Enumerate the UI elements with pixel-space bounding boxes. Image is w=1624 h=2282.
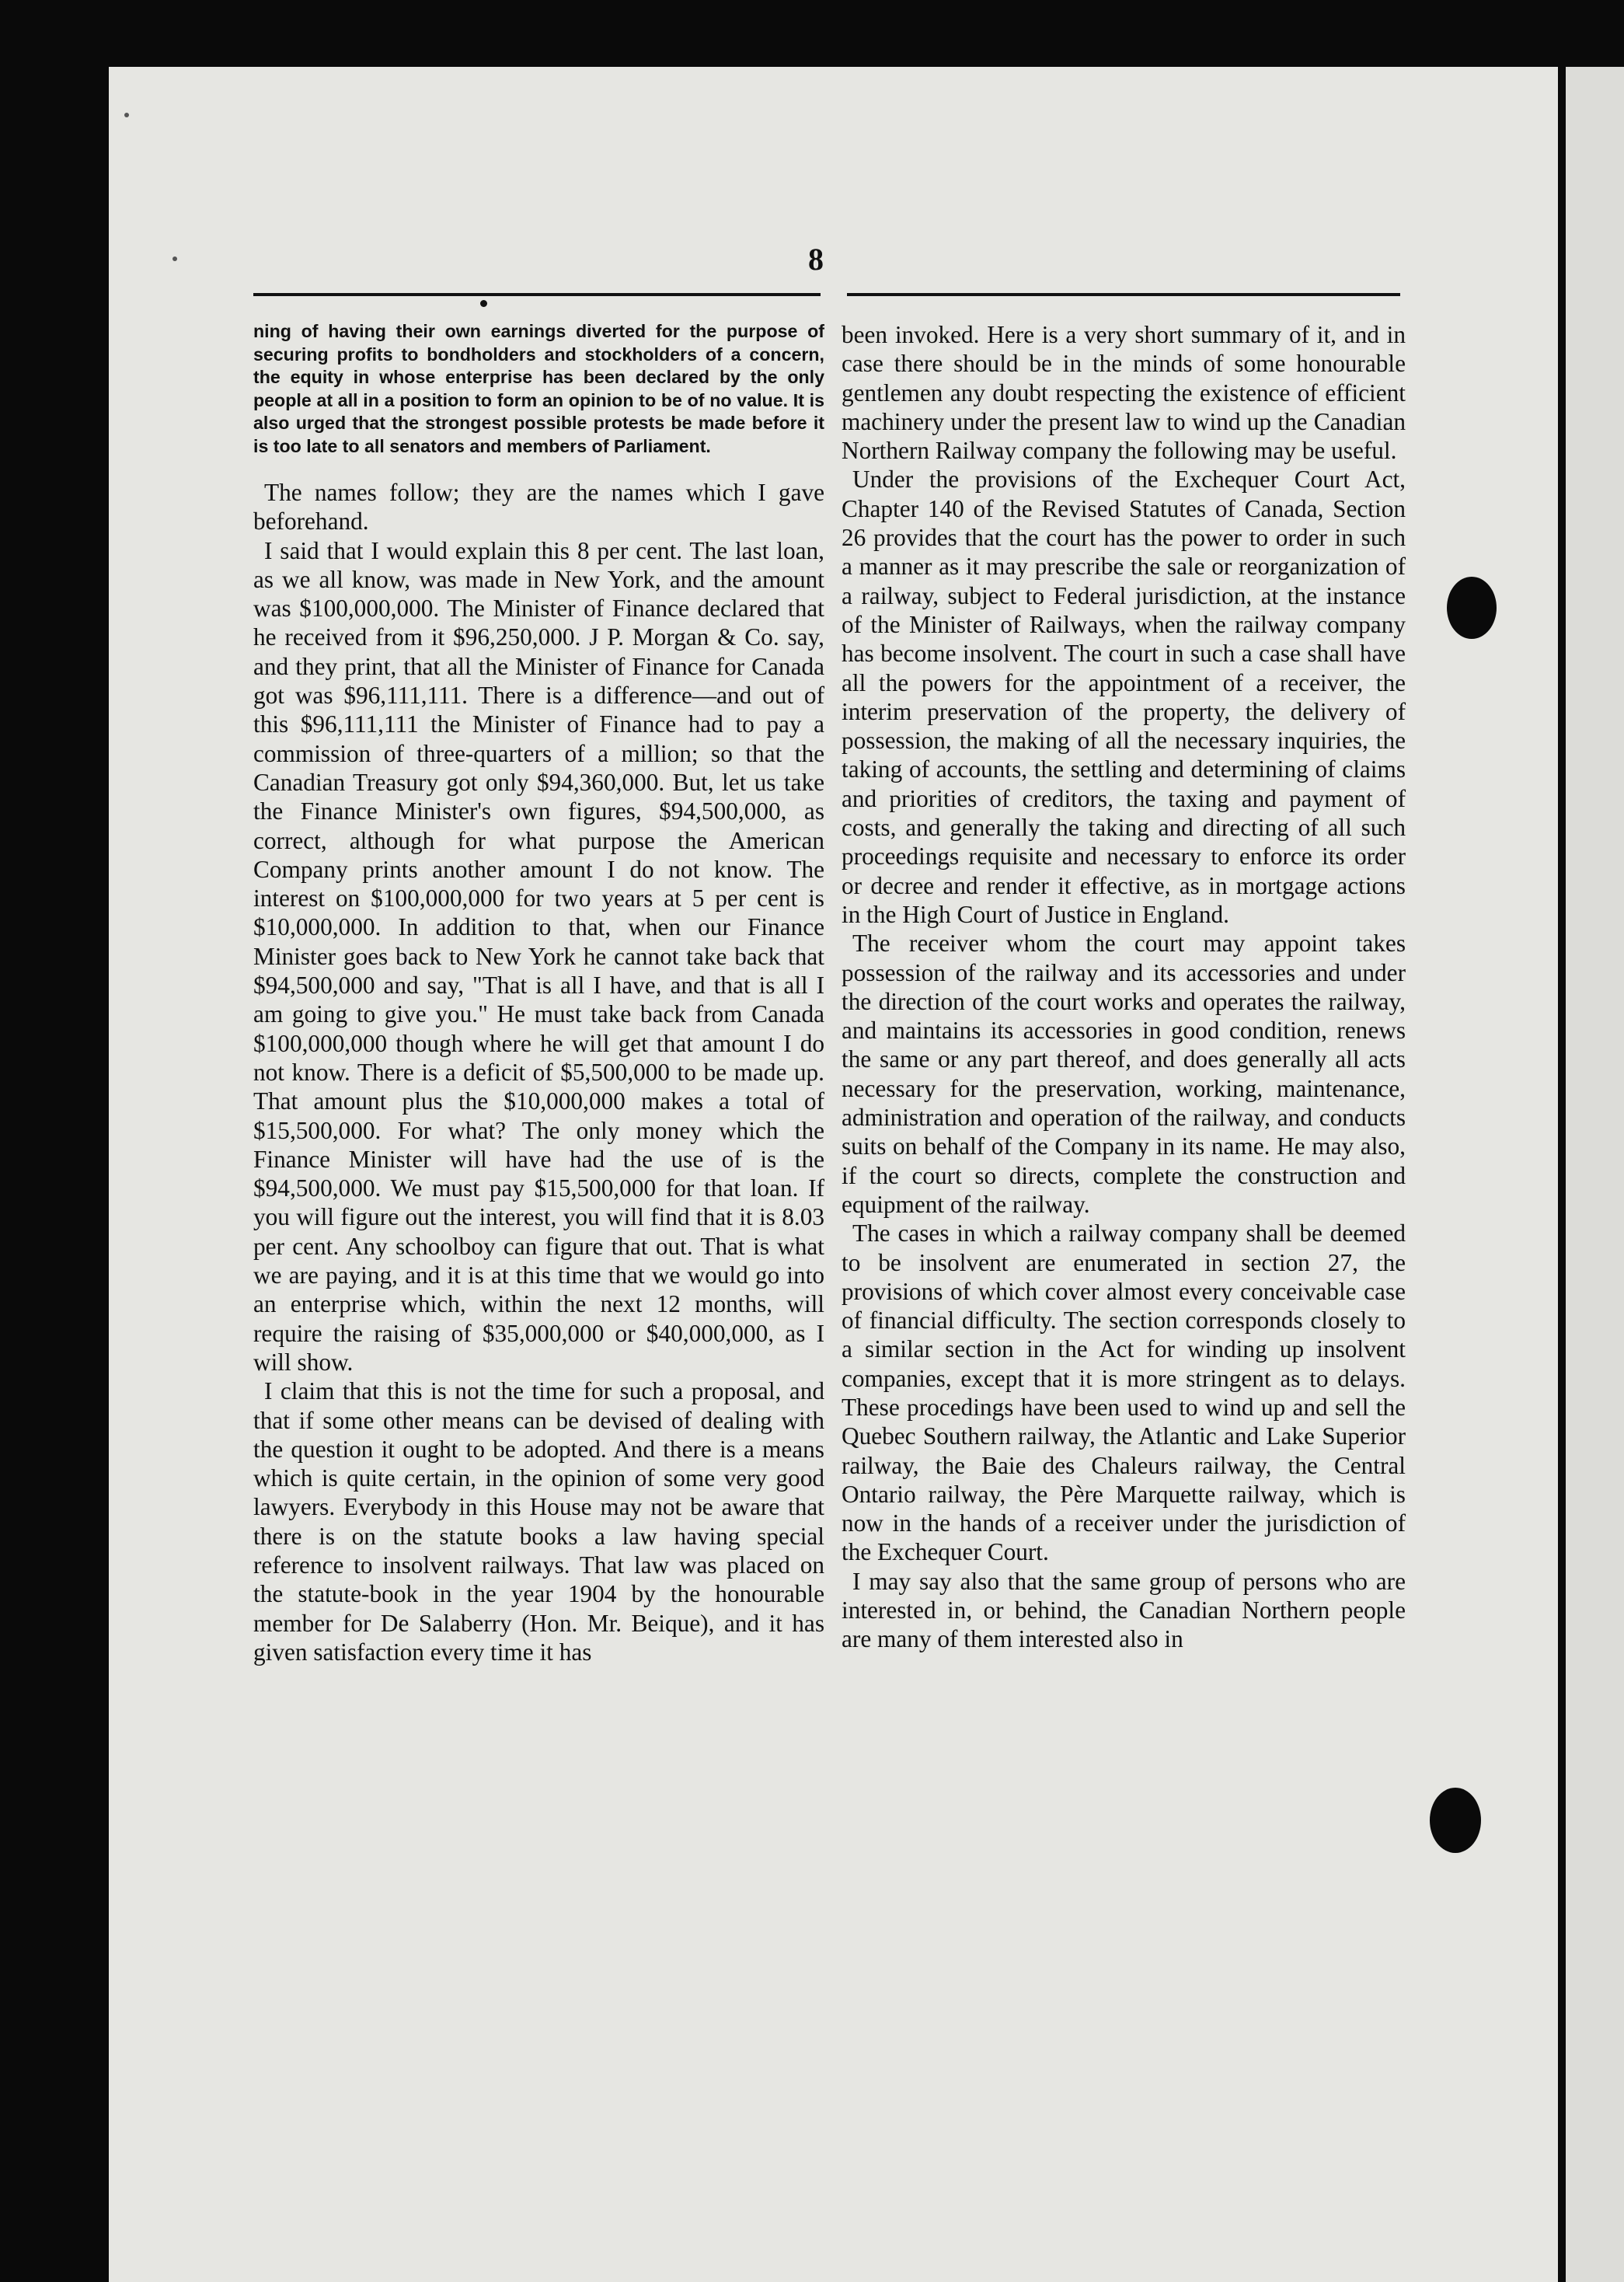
scan-speck <box>124 113 129 117</box>
paragraph: The cases in which a railway company shall be deemed to be insolvent are enumerated in section 27, the provisions of which cover almost every conceivable case of financial difficulty. The section corresponds closely to a similar section in the Act for winding up insolvent companies, except that it is more stringent as to delays. These procedings have been used to wind up and sell the Quebec Southern railway, the Atlantic and Lake Superior railway, the Baie des Chaleurs railway, the Central Ontario railway, the Père Marquette railway, which is now in the hands of a receiver under the jurisdiction of the Exchequer Court. <box>842 1220 1406 1566</box>
rule-dot <box>480 300 487 307</box>
page-number: 8 <box>808 242 824 277</box>
paragraph-continued: been invoked. Here is a very short summary of it, and in case there should be in the minds of some honourable gentlemen any doubt respecting the existence of efficient machinery under the present law to wind up the Canadian Northern Railway company the following may be useful. <box>842 321 1406 465</box>
header-rule-left <box>253 293 821 296</box>
paragraph: The names follow; they are the names which I gave beforehand. <box>253 479 824 536</box>
scan-speck <box>173 256 177 261</box>
resolution-text: ning of having their own earnings diverted for the purpose of securing profits to bondholders and stockholders of a concern, the equity in whose enterprise has been declared by the only people at all in a position to form an opinion to be of no value. It is also urged that the strongest possible protests be made before it is too late to all senators and members of Parliament. <box>253 321 824 456</box>
left-column <box>253 320 824 1666</box>
paragraph: The receiver whom the court may appoint takes possession of the railway and its accessories and under the direction of the court works and operates the railway, and maintains its accessories in good condition, renews the same or any part thereof, and does generally all acts necessary for the preservation, working, maintenance, administration and operation of the railway, and conducts suits on behalf of the Company in its name. He may also, if the court so directs, complete the construction and equipment of the railway. <box>842 930 1406 1218</box>
paragraph: I may say also that the same group of persons who are interested in, or behind, the Canadian Northern people are many of them interested also in <box>842 1567 1406 1653</box>
adjacent-page-edge <box>1566 67 1624 2282</box>
punch-hole <box>1447 577 1497 639</box>
right-column <box>842 320 1406 1654</box>
paragraph: I said that I would explain this 8 per cent. The last loan, as we all know, was made in New York, and the amount was $100,000,000. The Minister of Finance declared that he received from it $96,250,000. J P. Morgan & Co. say, and they print, that all the Minister of Finance for Canada got was $96,111,111. There is a difference—and out of this $96,111,111 the Minister of Finance had to pay a commission of three-quarters of a million; so that the Canadian Treasury got only $94,360,000. But, let us take the Finance Minister's own figures, $94,500,000, as correct, although for what purpose the American Company prints another amount I do not know. The interest on $100,000,000 for two years at 5 per cent is $10,000,000. In addition to that, when our Finance Minister goes back to New York he cannot take back that $94,500,000 and say, "That is all I have, and that is all I am going to give you." He must take back from Canada $100,000,000 though where he will get that amount I do not know. There is a deficit of $5,500,000 to be made up. That amount plus the $10,000,000 makes a total of $15,500,000. For what? The only money which the Finance Minister will have had the use of is the $94,500,000. We must pay $15,500,000 for that loan. If you will figure out the interest, you will find that it is 8.03 per cent. Any schoolboy can figure that out. That is what we are paying, and it is at this time that we would go into an enterprise which, within the next 12 months, will require the raising of $35,000,000 or $40,000,000, as I will show. <box>253 536 824 1376</box>
punch-hole <box>1430 1788 1481 1853</box>
paragraph: I claim that this is not the time for such a proposal, and that if some other means can be devised of dealing with the question it ought to be adopted. And there is a means which is quite certain, in the opinion of some very good lawyers. Everybody in this House may not be aware that there is on the statute books a law having special reference to insolvent railways. That law was placed on the statute-book in the year 1904 by the honourable member for De Salaberry (Hon. Mr. Beique), and it has given satisfaction every time it has <box>253 1377 824 1666</box>
header-rule-right <box>847 293 1400 296</box>
paragraph: Under the provisions of the Exchequer Court Act, Chapter 140 of the Revised Statutes of Canada, Section 26 provides that the court has the power to order in such a manner as it may prescribe the sale or reorganization of a railway, subject to Federal jurisdiction, at the instance of the Minister of Railways, when the railway company has become insolvent. The court in such a case shall have all the powers for the appointment of a receiver, the interim preservation of the property, the delivery of possession, the making of all the necessary inquiries, the taking of accounts, the settling and determining of claims and priorities of creditors, the taxing and payment of costs, and generally the taking and directing of all such proceedings requisite and necessary to enforce its order or decree and render it effective, as in mortgage actions in the High Court of Justice in England. <box>842 466 1406 928</box>
